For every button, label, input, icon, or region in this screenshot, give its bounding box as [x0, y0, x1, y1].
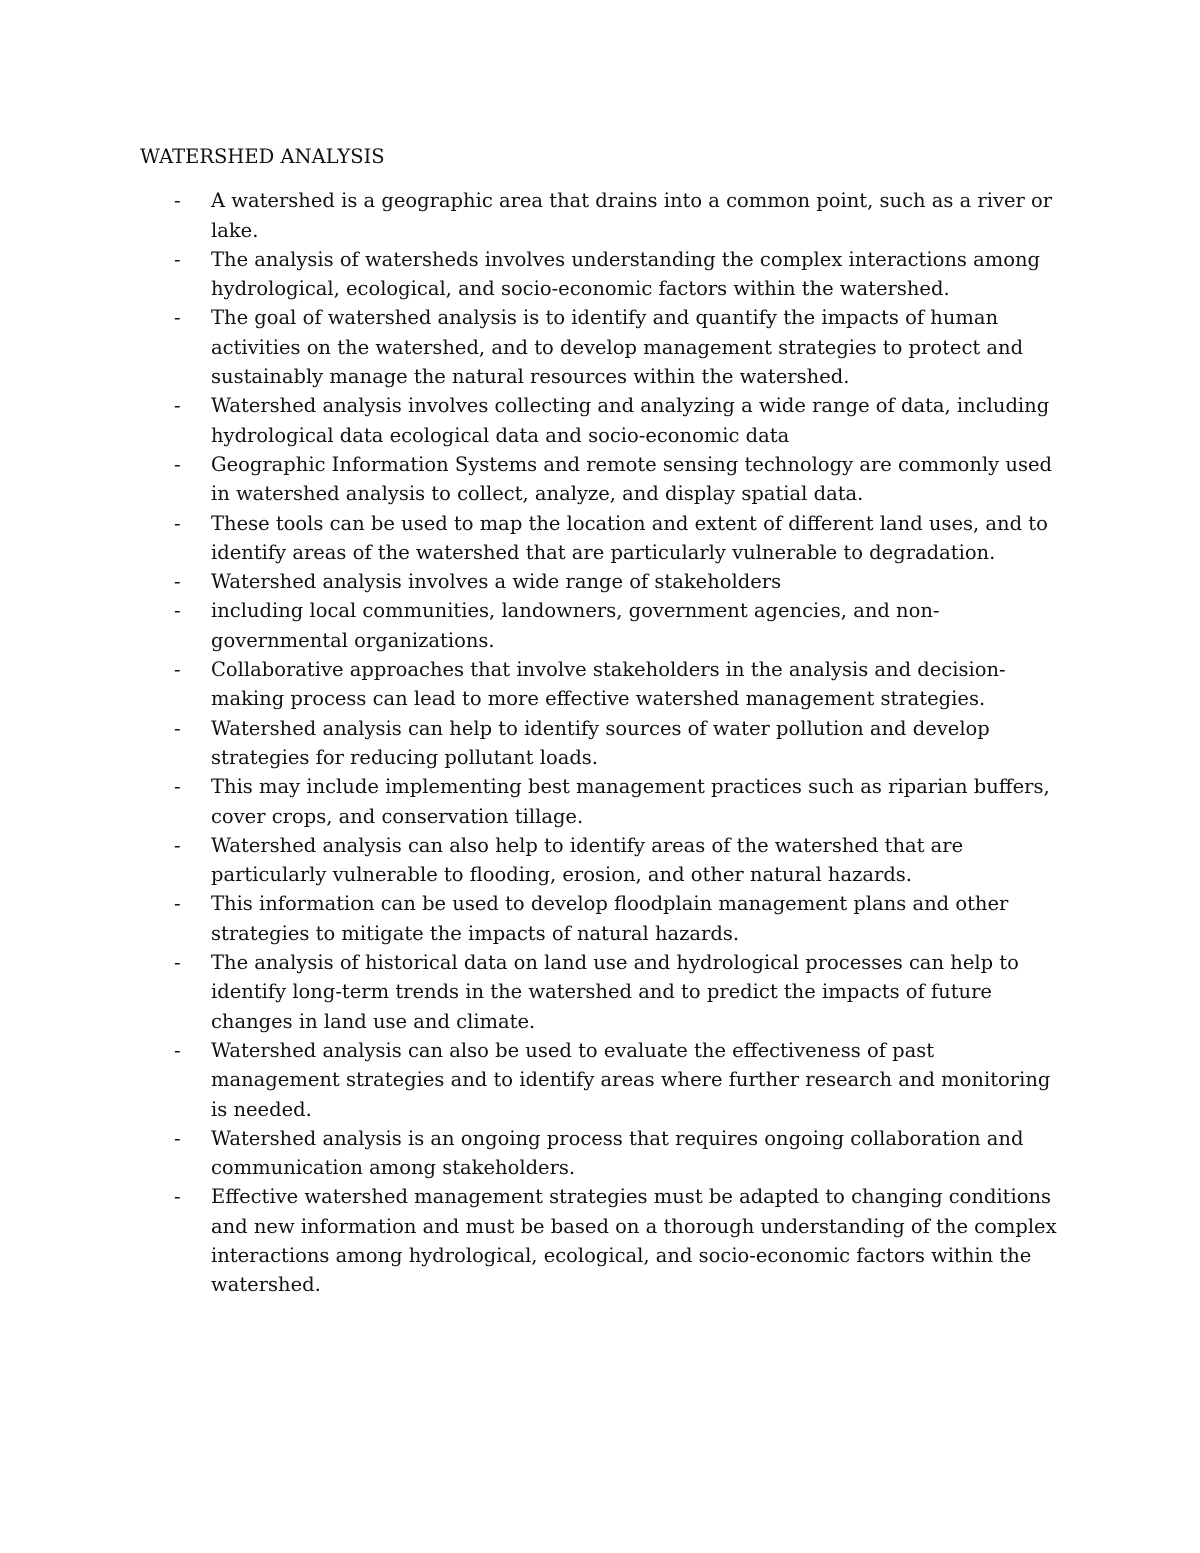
list-item-text: The goal of watershed analysis is to identify and quantify the impacts of human activities on the watershed, and to develop management strategies to protect and sustainably manage the natural resources within the watershed. — [211, 306, 1024, 389]
document-title: WATERSHED ANALYSIS — [140, 145, 385, 168]
bullet-marker: - — [174, 833, 181, 857]
list-item — [140, 714, 1065, 773]
list-item-text: Collaborative approaches that involve stakeholders in the analysis and decision-making process can lead to more effective watershed management strategies. — [211, 658, 1006, 711]
list-item-text: Watershed analysis can also help to identify areas of the watershed that are particularly vulnerable to flooding, erosion, and other natural hazards. — [211, 833, 964, 887]
list-item-text: These tools can be used to map the location and extent of different land uses, and to identify areas of the watershed that are particularly vulnerable to degradation. — [211, 511, 1048, 564]
list-item — [140, 1182, 1065, 1299]
list-item-text: This may include implementing best management practices such as riparian buffers, cover crops, and conservation tillage. — [211, 775, 1050, 828]
bullet-marker: - — [174, 1038, 181, 1062]
bullet-marker: - — [174, 1126, 181, 1150]
list-item-text: Effective watershed management strategies must be adapted to changing conditions and new information and must be based on a thorough understanding of the complex interactions among hydrological, ecological, and socio-economic factors within the watershed. — [211, 1185, 1057, 1297]
list-item — [140, 1036, 1065, 1124]
document-body — [140, 142, 1065, 1300]
bullet-marker: - — [174, 247, 181, 271]
list-item — [140, 831, 1065, 890]
list-item — [140, 391, 1065, 450]
bullet-marker: - — [174, 394, 181, 418]
list-item — [140, 245, 1065, 304]
bullet-marker: - — [174, 716, 181, 740]
list-item — [140, 567, 1065, 596]
list-item-text: Watershed analysis involves a wide range of stakeholders — [211, 570, 782, 594]
list-item-text: Watershed analysis is an ongoing process that requires ongoing collaboration and communication among stakeholders. — [211, 1126, 1024, 1180]
list-item-text: Watershed analysis can help to identify sources of water pollution and develop strategies for reducing pollutant loads. — [211, 716, 990, 769]
list-item-text: Watershed analysis can also be used to evaluate the effectiveness of past management strategies and to identify areas where further research and monitoring is needed. — [211, 1038, 1051, 1121]
list-item — [140, 655, 1065, 714]
list-item-text: A watershed is a geographic area that drains into a common point, such as a river or lake. — [211, 189, 1053, 242]
bullet-marker: - — [174, 775, 181, 799]
list-item — [140, 772, 1065, 831]
bullet-marker: - — [174, 511, 181, 535]
list-item — [140, 303, 1065, 391]
bullet-marker: - — [174, 951, 181, 975]
list-item — [140, 889, 1065, 948]
bullet-marker: - — [174, 599, 181, 623]
list-item-text: including local communities, landowners, government agencies, and non-governmental organizations. — [211, 599, 940, 652]
list-item — [140, 948, 1065, 1036]
bullet-marker: - — [174, 658, 181, 682]
bullet-marker: - — [174, 189, 181, 213]
bullet-marker: - — [174, 452, 181, 476]
list-item-text: Watershed analysis involves collecting and analyzing a wide range of data, including hydrological data ecological data and socio-economic data — [211, 394, 1050, 447]
list-item — [140, 1124, 1065, 1183]
list-item-text: The analysis of watersheds involves understanding the complex interactions among hydrological, ecological, and socio-economic factors within the watershed. — [211, 247, 1041, 301]
list-item-text: This information can be used to develop floodplain management plans and other strategies to mitigate the impacts of natural hazards. — [211, 892, 1009, 945]
bullet-marker: - — [174, 1185, 181, 1209]
list-item — [140, 450, 1065, 509]
list-item — [140, 186, 1065, 245]
list-item — [140, 509, 1065, 568]
bullet-marker: - — [174, 892, 181, 916]
list-item — [140, 596, 1065, 655]
bullet-list — [140, 186, 1065, 1299]
list-item-text: Geographic Information Systems and remote sensing technology are commonly used in watershed analysis to collect, analyze, and display spatial data. — [211, 452, 1052, 506]
list-item-text: The analysis of historical data on land use and hydrological processes can help to identify long-term trends in the watershed and to predict the impacts of future changes in land use and climate. — [211, 951, 1019, 1033]
bullet-marker: - — [174, 306, 181, 330]
bullet-marker: - — [174, 570, 181, 594]
